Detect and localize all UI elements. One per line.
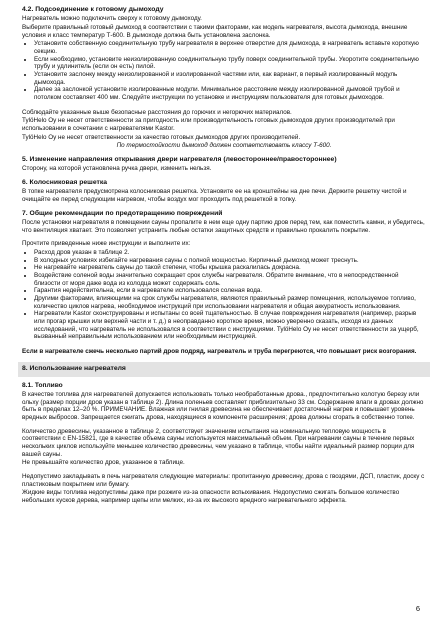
- bullet-list: [22, 40, 426, 101]
- list-item: • Установите собственную соединительную трубу нагревателя в верхнее отверстие для дымохода, в нагреватель вставьте короткую секцию.: [34, 40, 426, 55]
- section-4-2-title: 4.2. Подсоединение к готовому дымоходу: [22, 6, 164, 13]
- list-item: • Установите заслонку между неизолированной и изолированной частями или, как вариант, в первый изолированный модуль дымохода.: [34, 71, 426, 86]
- section-6-title: 6. Колосниковая решетка: [22, 178, 108, 186]
- paragraph: TylöHelo Oy не несет ответственности за качество готовых дымоходов других производителей.: [22, 133, 301, 141]
- paragraph: Сторону, на которой установлена ручка двери, изменить нельзя.: [22, 165, 212, 173]
- list-item: • Другими факторами, влияющими на срок службы нагревателя, являются правильный размер помещения, используемое топливо, количество циклов нагрева, необходимое инструкций при использовании нагревателя и общая аккуратность использования.: [34, 295, 426, 310]
- document-page: [22, 6, 426, 506]
- paragraph: Соблюдайте указанные выше безопасные расстояния до горючих и негорючих материалов.: [22, 108, 292, 116]
- paragraph: Количество древесины, указанное в таблице 2, соответствует значениям испытания на номинальную тепловую мощность в соответствии с EN-15821, где в качестве объема сауны используется максимальный объем. При нагревании сауны в течение первых нескольких циклов используйте меньшее количество древесины, чем указано в таблице, чтобы найти идеальный размер порции для вашей сауны.: [22, 427, 415, 458]
- paragraph: В топке нагревателя предусмотрена колосниковая решетка. Установите ее на кронштейны на дне печи. Держите решетку чистой и очищайте ее перед следующим нагревом, чтобы воздух мог проходить под решеткой в топку.: [22, 188, 407, 203]
- paragraph: По термостойкости дымоход должен соответствовать классу Т-600.: [116, 142, 332, 150]
- list-item: • Далее за заслонкой установите изолированные модули. Минимальное расстояние между изолированной дымовой трубой и потолком составляет 400 мм. Следуйте инструкции по установке и инструкциям пользователя для готовых дымоходов.: [34, 86, 426, 101]
- list-item: • Воздействие соленой воды значительно сокращает срок службы нагревателя. Обратите внимание, что в непосредственной близости от моря даже вода из колодца может содержать соль.: [34, 272, 426, 287]
- list-item: • Если необходимо, установите неизолированную соединительную трубу поверх соединительной трубы. Укоротите соединительную трубу и удлинитель (если он есть) пилой.: [34, 56, 426, 71]
- paragraph: Нагреватель можно подключить сверху к готовому дымоходу.: [22, 15, 202, 23]
- bullet-list: [22, 249, 426, 341]
- paragraph: После установки нагревателя в помещении сауны пропалите в нем еще одну партию дров перед тем, как поместить камни, и убедитесь, что вентиляция хватает. Это позволяет устранить любые остатки защитных средств и правильно прокалить покрытие.: [22, 218, 425, 234]
- section-8-1-title: 8.1. Топливо: [22, 381, 63, 389]
- list-item: • Не нагревайте нагреватель сауны до такой степени, чтобы крышка раскалилась докрасна.: [34, 264, 426, 272]
- paragraph: TylöHelo Oy не несет ответственности за пригодность или производительность готовых дымоходов других производителей при использовании в сочетании с нагревателями Kastor.: [22, 117, 395, 133]
- list-item: • Нагреватели Kastor сконструированы и испытаны со всей тщательностью. В случае повреждения нагревателя (например, разрыв или прогар крышки или верхней части и т. д.) в неоправданно короткое время, можно уверенно сказать, исходя из данных исследований, что нагреватель не использовался в соответствии с инструкциями. TylöHelo Oy не несет ответственности за ущерб, вызванный неправильным использованием или необходимым инструкцией.: [34, 310, 426, 341]
- paragraph: Выберите правильный готовый дымоход в соответствии с такими факторами, как модель нагревателя, высота дымохода, внешние условия и класс температур Т-600. В дымоходе должна быть установлена заслонка.: [22, 23, 408, 39]
- paragraph: Не превышайте количество дров, указанное в таблице.: [22, 459, 185, 467]
- paragraph: Прочтите приведенные ниже инструкции и выполните их:: [22, 240, 191, 248]
- section-7-title: 7. Общие рекомендации по предотвращению повреждений: [22, 209, 223, 217]
- list-item: • В холодных условиях избегайте нагревания сауны с полной мощностью. Кирпичный дымоход может треснуть.: [34, 257, 426, 265]
- warning-text: Если в нагревателе сжечь несколько партий дров подряд, нагреватель и труба перегреются, что повышает риск возгорания.: [22, 347, 417, 355]
- section-8-bar: [18, 362, 430, 377]
- list-item: • Гарантия недействительна, если в нагревателе использовался соленая вода.: [34, 287, 426, 295]
- paragraph: Недопустимо закладывать в печь нагревателя следующие материалы: пропитанную древесину, дрова с гвоздями, ДСП, пластик, доску с пластиковым покрытием или бумагу.: [22, 473, 425, 488]
- page-number: 6: [415, 604, 420, 613]
- section-8-title: 8. Использование нагревателя: [22, 364, 126, 372]
- list-item: • Расход дров указан в таблице 2.: [34, 249, 426, 257]
- section-5-title: 5. Изменение направления открывания двери нагревателя (левостороннее/правостороннее): [22, 156, 337, 164]
- paragraph: Жидкие виды топлива недопустимы даже при розжиге из-за опасности вспыхивания. Недопустимо сжигать большое количество небольших кусков дерева, например щепы или мелких, из-за их высокого вредного нагревательного эффекта.: [22, 489, 400, 505]
- paragraph: В качестве топлива для нагревателей допускается использовать только необработанные дрова., предпочтительно колотую березу или ольху (размер порции дров указан в таблице 2). Длина поленьев составляет приблизительно 33 см. Содержание влаги в дровах должно быть в пределах 12–20 %. ПРИМЕЧАНИЕ. Влажная или гнилая древесина не обеспечивает достаточный нагрев и повышает уровень вредных выбросов. Запрещается сжигать дрова, находящиеся в компоненте расширения; дрова должны сгорать в собственно топке.: [22, 390, 424, 421]
